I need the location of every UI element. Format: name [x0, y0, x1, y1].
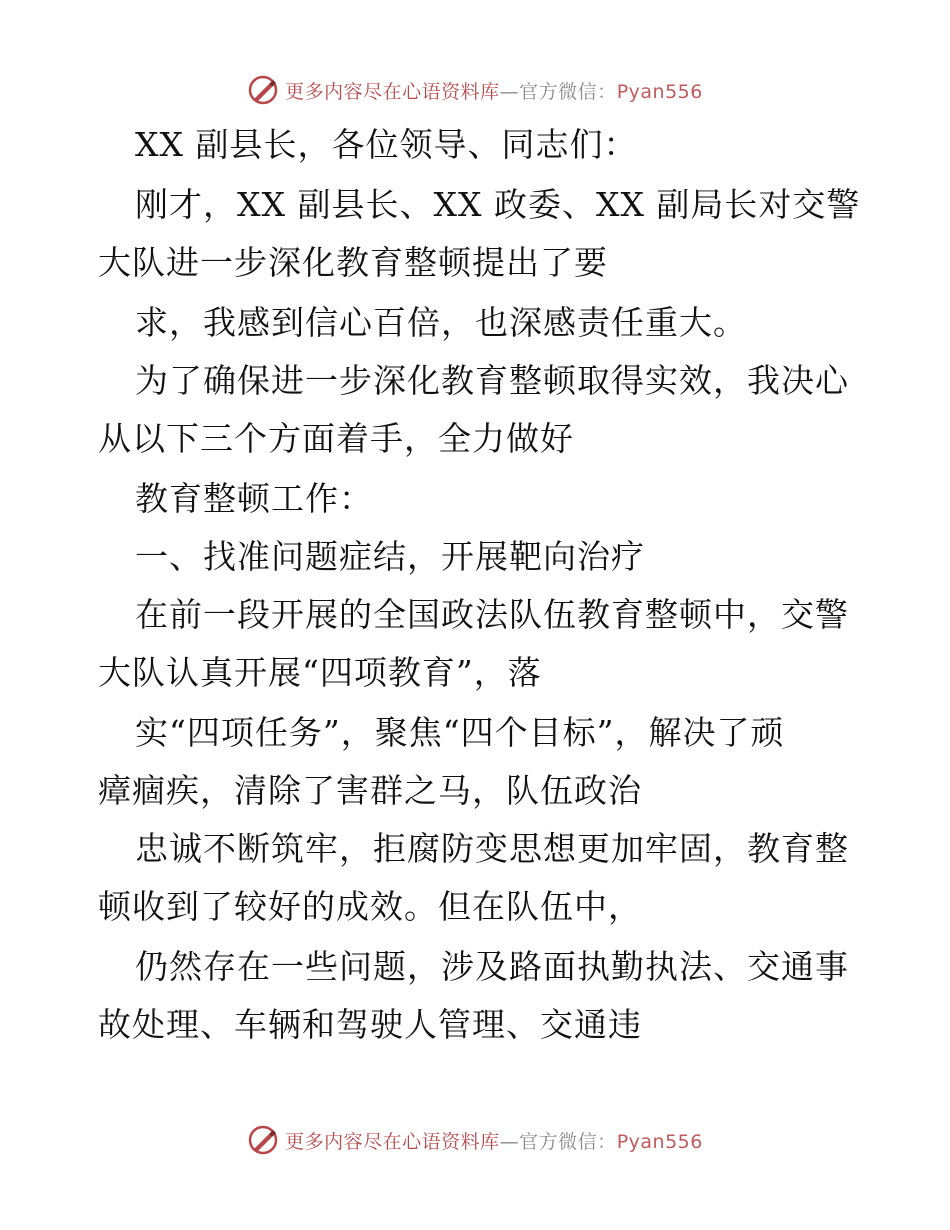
text-line: 刚才，XX 副县长、XX 政委、XX 副局长对交警: [135, 185, 861, 224]
watermark-dash: —: [499, 80, 520, 103]
text-line: 忠诚不断筑牢，拒腐防变思想更加牢固，教育整: [135, 829, 849, 868]
header-watermark: [0, 70, 950, 110]
watermark-main: 更多内容尽在心语资料库: [285, 80, 500, 103]
text-line: 实“四项任务”，聚焦“四个目标”，解决了顽: [135, 713, 785, 752]
text-line: 教育整顿工作：: [135, 479, 373, 518]
text-line: 在前一段开展的全国政法队伍教育整顿中，交警: [135, 595, 849, 634]
text-line: 顿收到了较好的成效。但在队伍中，: [98, 887, 642, 926]
watermark-group: [247, 74, 703, 106]
text-line: 为了确保进一步深化教育整顿取得实效，我决心: [135, 361, 849, 400]
watermark-handle: Pyan556: [616, 1130, 703, 1153]
text-line: 大队进一步深化教育整顿提出了要: [98, 243, 608, 282]
pen-circle-logo-icon: [247, 1124, 279, 1156]
watermark-main: 更多内容尽在心语资料库: [285, 1130, 500, 1153]
footer-watermark: [0, 1120, 950, 1160]
watermark-text: [285, 77, 703, 104]
watermark-official: 官方微信：: [519, 80, 617, 103]
watermark-group: [247, 1124, 703, 1156]
section-heading: 一、找准问题症结，开展靶向治疗: [135, 537, 645, 576]
pen-circle-logo-icon: [247, 74, 279, 106]
text-line: 从以下三个方面着手，全力做好: [98, 419, 574, 458]
text-line: 仍然存在一些问题，涉及路面执勤执法、交通事: [135, 947, 849, 986]
watermark-handle: Pyan556: [616, 80, 703, 103]
text-line: 大队认真开展“四项教育”，落: [98, 653, 542, 692]
text-line: XX 副县长，各位领导、同志们：: [135, 125, 638, 164]
watermark-official: 官方微信：: [519, 1130, 617, 1153]
watermark-text: [285, 1127, 703, 1154]
text-line: 故处理、车辆和驾驶人管理、交通违: [98, 1005, 642, 1044]
watermark-dash: —: [499, 1130, 520, 1153]
text-line: 求，我感到信心百倍，也深感责任重大。: [135, 303, 747, 342]
text-line: 瘴痼疾，清除了害群之马，队伍政治: [98, 771, 642, 810]
